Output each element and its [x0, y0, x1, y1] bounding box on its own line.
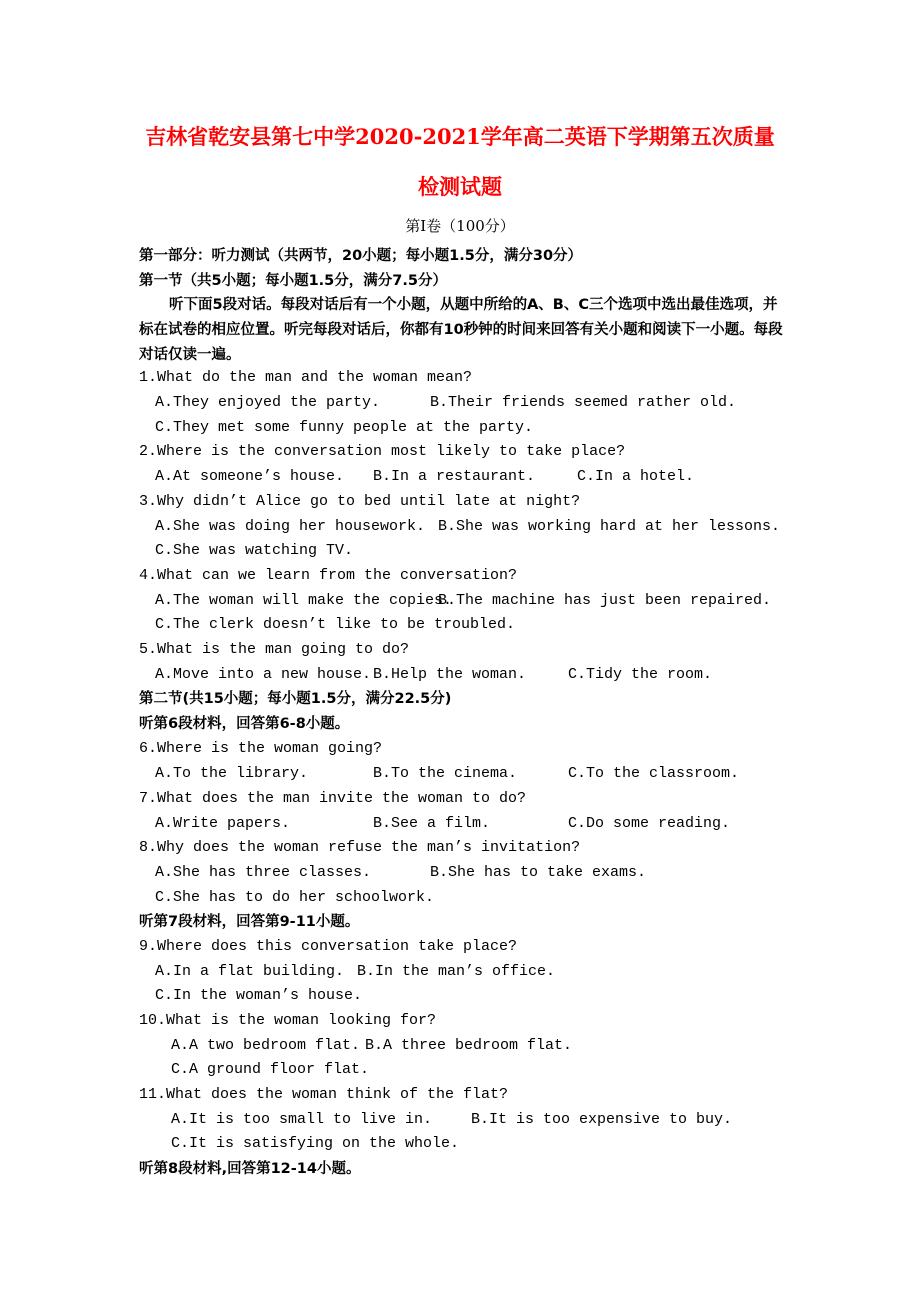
question-6-option-c: C.To the classroom.: [568, 765, 740, 782]
question-9-option-b: B.In the man’s office.: [357, 963, 556, 980]
question-6-option-a: A.To the library.: [155, 765, 309, 782]
question-4-option-b: B.The machine has just been repaired.: [438, 592, 772, 609]
question-3-option-a: A.She was doing her housework.: [155, 518, 426, 535]
question-6: 6.Where is the woman going?: [139, 740, 383, 757]
question-8: 8.Why does the woman refuse the man’s invitation?: [139, 839, 581, 856]
material-7-heading: 听第7段材料，回答第9-11小题。: [139, 914, 360, 930]
question-8-option-a: A.She has three classes.: [155, 864, 372, 881]
question-7-option-a: A.Write papers.: [155, 815, 291, 832]
question-1: 1.What do the man and the woman mean?: [139, 369, 473, 386]
question-1-option-b: B.Their friends seemed rather old.: [430, 394, 737, 411]
question-7-option-c: C.Do some reading.: [568, 815, 731, 832]
question-7-option-b: B.See a film.: [373, 815, 491, 832]
question-10: 10.What is the woman looking for?: [139, 1012, 437, 1029]
section1-instructions: 听下面5段对话。每段对话后有一个小题，从题中所给的A、B、C三个选项中选出最佳选项，并标在试卷的相应位置。听完每段对话后，你都有10秒钟的时间来回答有关小题和阅读下一小题。每段对话仅读一遍。: [139, 297, 783, 363]
question-5-option-c: C.Tidy the room.: [568, 666, 713, 683]
question-6-option-b: B.To the cinema.: [373, 765, 518, 782]
question-10-option-b: B.A three bedroom flat.: [365, 1037, 573, 1054]
question-11: 11.What does the woman think of the flat?: [139, 1086, 509, 1103]
section2-heading: 第二节(共15小题；每小题1.5分，满分22.5分): [139, 691, 452, 707]
document-title-line1: 吉林省乾安县第七中学2020-2021学年高二英语下学期第五次质量: [145, 124, 775, 149]
question-11-option-c: C.It is satisfying on the whole.: [171, 1135, 460, 1152]
material-8-heading: 听第8段材料,回答第12-14小题。: [139, 1161, 361, 1177]
question-7: 7.What does the man invite the woman to do?: [139, 790, 527, 807]
question-9-option-c: C.In the woman’s house.: [155, 987, 363, 1004]
part1-heading: 第一部分：听力测试（共两节，20小题；每小题1.5分，满分30分）: [139, 248, 583, 264]
question-1-option-a: A.They enjoyed the party.: [155, 394, 381, 411]
document-title-line2: 检测试题: [418, 174, 502, 199]
question-11-option-b: B.It is too expensive to buy.: [471, 1111, 733, 1128]
question-8-option-b: B.She has to take exams.: [430, 864, 647, 881]
question-4-option-a: A.The woman will make the copies.: [155, 592, 453, 609]
question-2-option-c: C.In a hotel.: [577, 468, 695, 485]
question-4-option-c: C.The clerk doesn’t like to be troubled.: [155, 616, 516, 633]
question-3-option-c: C.She was watching TV.: [155, 542, 354, 559]
question-9-option-a: A.In a flat building.: [155, 963, 345, 980]
question-4: 4.What can we learn from the conversation?: [139, 567, 518, 584]
question-3: 3.Why didn’t Alice go to bed until late at night?: [139, 493, 581, 510]
question-5-option-a: A.Move into a new house.: [155, 666, 372, 683]
question-3-option-b: B.She was working hard at her lessons.: [438, 518, 781, 535]
section1-heading: 第一节（共5小题；每小题1.5分，满分7.5分）: [139, 273, 447, 289]
question-5: 5.What is the man going to do?: [139, 641, 410, 658]
question-11-option-a: A.It is too small to live in.: [171, 1111, 433, 1128]
question-10-option-a: A.A two bedroom flat.: [171, 1037, 361, 1054]
volume-heading: 第Ⅰ卷（100分）: [405, 217, 515, 235]
question-9: 9.Where does this conversation take place?: [139, 938, 518, 955]
question-1-option-c: C.They met some funny people at the party.: [155, 419, 534, 436]
question-5-option-b: B.Help the woman.: [373, 666, 527, 683]
question-2: 2.Where is the conversation most likely to take place?: [139, 443, 626, 460]
question-8-option-c: C.She has to do her schoolwork.: [155, 889, 435, 906]
question-2-option-a: A.At someone’s house.: [155, 468, 345, 485]
question-10-option-c: C.A ground floor flat.: [171, 1061, 370, 1078]
question-2-option-b: B.In a restaurant.: [373, 468, 536, 485]
material-6-heading: 听第6段材料，回答第6-8小题。: [139, 716, 350, 732]
